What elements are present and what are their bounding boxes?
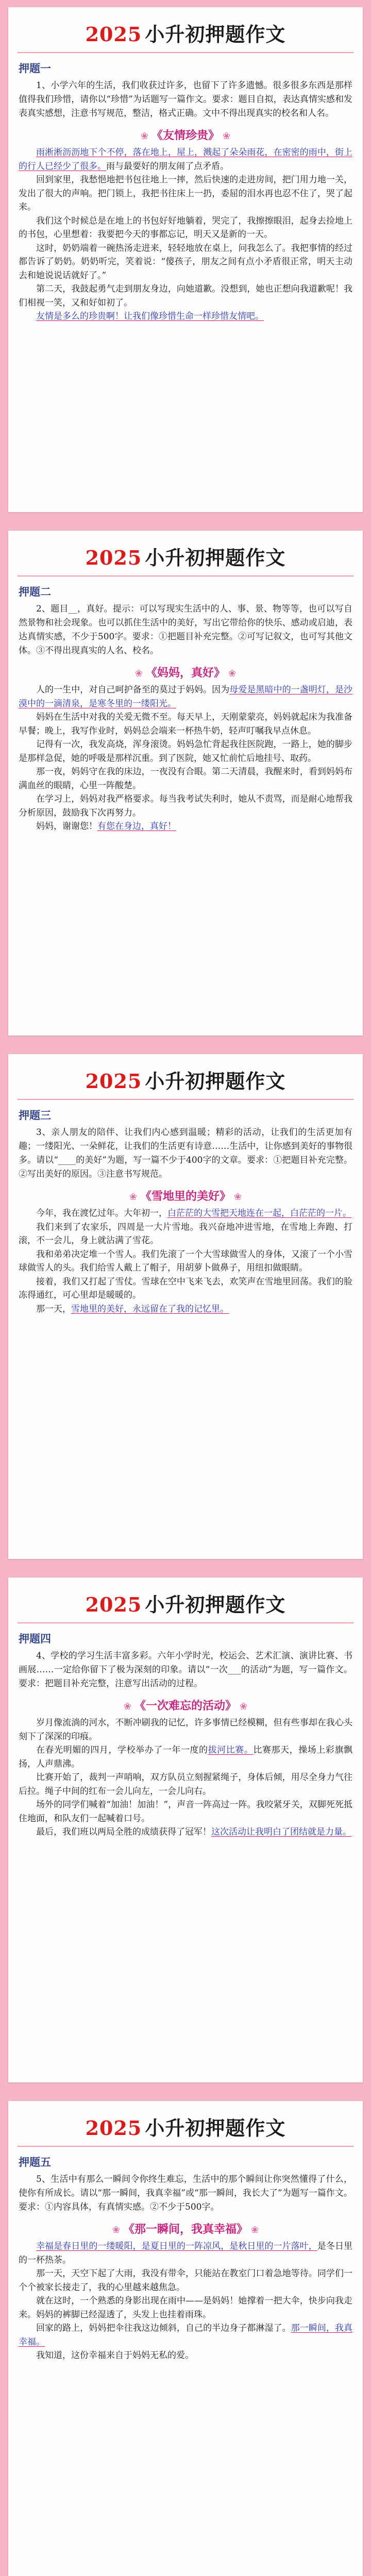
highlighted-text: 白茫茫的大雪把天地连在一起，白茫茫的一片。 bbox=[167, 1208, 351, 1218]
text-run: 这时，奶奶端着一碗热汤走进来，轻轻地放在桌上，问我怎么了。我把事情的经过都告诉了奶奶。奶奶听完，笑着说：“傻孩子，朋友之间有点小矛盾很正常，明天主动去和她说说话就好了。” bbox=[19, 243, 352, 281]
essay-paragraph bbox=[19, 792, 352, 820]
essay-paragraph bbox=[19, 2267, 352, 2294]
essay-paragraph bbox=[19, 310, 352, 324]
essay-paragraph bbox=[19, 1302, 352, 1316]
bottom-fade bbox=[8, 1012, 363, 1036]
title-year: 2025 bbox=[85, 546, 142, 569]
page-card bbox=[8, 1578, 363, 2082]
text-run: 我们这个时候总是在地上的书包好好地躺着，哭完了，我擦擦眼泪，起身去捡地上的书包，心里想着：我要把今天的事都忘记，明天又是新的一天。 bbox=[19, 215, 352, 240]
flower-icon: ❀ bbox=[123, 1701, 131, 1712]
essay-paragraph bbox=[19, 2294, 352, 2321]
text-run: 场外的同学们喊着“加油！加油！”，声音一阵高过一阵。我咬紧牙关，双脚死死抵住地面，和队友们一起喊着口号。 bbox=[19, 1800, 352, 1824]
essay-title bbox=[8, 1697, 363, 1713]
text-run: 记得有一次，我发高烧，浑身滚烫。妈妈急忙背起我往医院跑，一路上，她的脚步是那样急促，她的呼吸是那样沉重。到了医院，她又忙前忙后地挂号、取药。 bbox=[19, 739, 352, 764]
essay-paragraph bbox=[19, 765, 352, 792]
bottom-fade bbox=[8, 488, 363, 512]
text-run: 岁月像流淌的河水，不断冲刷我的记忆，许多事情已经模糊，但有些事却在我心头刻下了深深的印痕。 bbox=[19, 1718, 352, 1742]
essay-paragraph bbox=[19, 2349, 352, 2363]
title-year: 2025 bbox=[85, 1593, 142, 1616]
title-year: 2025 bbox=[85, 23, 142, 46]
essay-paragraph bbox=[19, 738, 352, 765]
highlighted-text: 幸福是春日里的一缕暖阳，是夏日里的一阵凉风，是秋日里的一片落叶， bbox=[36, 2241, 317, 2251]
page-title bbox=[8, 7, 363, 47]
page-title bbox=[8, 1054, 363, 1094]
essay-title-text: 《那一瞬间，我真幸福》 bbox=[123, 2223, 248, 2236]
essay-body bbox=[19, 683, 352, 834]
prompt-text: 3、亲人朋友的陪伴、让我们内心感到温暖；精彩的活动，让我们的生活更加有趣；一缕阳光、一朵鲜花，让我们的生活更有诗意……生活中，让你感到美好的事物很多。请以“____的美好”为题，写一篇不少于400字的文章。要求：①把题目补充完整。②写出美好的原因。③注意书写规范。 bbox=[19, 1127, 352, 1179]
page-title bbox=[8, 1578, 363, 1617]
flower-icon: ❀ bbox=[228, 668, 237, 679]
essay-body bbox=[19, 1207, 352, 1316]
section-label: 押题五 bbox=[19, 2156, 51, 2168]
essay-title bbox=[8, 127, 363, 143]
essay-paragraph bbox=[19, 2240, 352, 2267]
essay-title bbox=[8, 664, 363, 680]
essay-title-text: 《雪地里的美好》 bbox=[140, 1190, 231, 1203]
essay-title-text: 《友情珍贵》 bbox=[151, 129, 220, 142]
text-run: 回家的路上，妈妈把伞往我这边倾斜，自己的半边身子都淋湿了。 bbox=[36, 2323, 291, 2333]
title-text: 小升初押题作文 bbox=[145, 23, 286, 46]
section-label: 押题一 bbox=[19, 62, 51, 75]
text-run: 那一天， bbox=[36, 1303, 71, 1314]
text-run: 比赛开始了，裁判一声哨响，双方队员立刻握紧绳子，身体后倾，用尽全身力气往后拉。绳子中间的红布一会儿向左，一会儿向右。 bbox=[19, 1772, 352, 1797]
text-run: 比赛那天，操场上彩旗飘扬，人声鼎沸。 bbox=[19, 1745, 353, 1769]
essay-body bbox=[19, 1716, 352, 1839]
title-divider bbox=[18, 1622, 353, 1623]
flower-icon: ❀ bbox=[129, 1192, 137, 1202]
highlighted-text: 雪地里的美好，永远留在了我的记忆里。 bbox=[71, 1303, 229, 1314]
highlighted-text: 友情是多么的珍贵啊！让我们像珍惜生命一样珍惜友情吧。 bbox=[36, 311, 264, 321]
essay-paragraph bbox=[19, 2321, 352, 2349]
essay-paragraph bbox=[19, 683, 352, 710]
text-run: 在春光明媚的四月，学校举办了一年一度的 bbox=[36, 1745, 208, 1755]
highlighted-text: 这次活动让我明白了团结就是力量。 bbox=[211, 1827, 351, 1837]
highlighted-text: 拔河比赛。 bbox=[208, 1745, 254, 1755]
title-text: 小升初押题作文 bbox=[145, 1593, 286, 1616]
page-title bbox=[8, 2101, 363, 2141]
text-run: 回到家里，我愁悒地把书包往地上一摔，然后快速的走进房间，把门用力地一关，发出了很大的声响。把门锁上，我把书往床上一扔，委屈的泪水再也忍不住了，哭了起来。 bbox=[19, 175, 352, 212]
section-label: 押题三 bbox=[19, 1109, 51, 1122]
page-card bbox=[8, 7, 363, 512]
text-run: 接着，我们又打起了雪仗。雪球在空中飞来飞去，欢笑声在雪地里回荡。我们的脸冻得通红，可心里却是暖暖的。 bbox=[19, 1276, 352, 1300]
essay-body bbox=[19, 2240, 352, 2363]
text-run: 今年，我在渡忆过年。大年初一， bbox=[36, 1208, 167, 1218]
text-run: 在学习上，妈妈对我严格要求。每当我考试失利时，她从不责骂，而是耐心地帮我分析原因，鼓励我下次再努力。 bbox=[19, 794, 352, 818]
flower-icon: ❀ bbox=[223, 131, 231, 142]
prompt-text: 5、生活中有那么一瞬间令你终生难忘，生活中的那个瞬间让你突然懂得了什么，使你有所成长。请以“那一瞬间，我真幸福”或“那一瞬间，我长大了”为题写一篇作文。要求：①内容具体，有真情实感。②不少于500字。 bbox=[19, 2174, 352, 2212]
essay-paragraph bbox=[19, 1771, 352, 1798]
prompt-text: 4、学校的学习生活丰富多彩。六年小学时光，校运会、艺术汇演、演讲比赛、书画展……一定给你留下了极为深刻的印象。请以“一次___的活动”为题，写一篇作文。要求：把题目补充完整，注意写出活动的过程。 bbox=[19, 1651, 352, 1689]
page-card bbox=[8, 2101, 363, 2576]
flower-icon: ❀ bbox=[234, 1192, 242, 1202]
text-run: 妈妈在生活中对我的关爱无微不至。每天早上，天刚蒙蒙亮，妈妈就起床为我准备早餐；晚上，我写作业时，妈妈总会端来一杯热牛奶，轻声叮嘱我早点休息。 bbox=[19, 712, 352, 736]
text-run: 是冬日里的一杯热茶。 bbox=[19, 2241, 352, 2265]
essay-paragraph bbox=[19, 1716, 352, 1743]
essay-paragraph bbox=[19, 282, 352, 310]
essay-paragraph bbox=[19, 1825, 352, 1839]
text-run: 我们来到了农家乐，四周是一大片雪地。我兴奋地冲进雪地，在雪地上奔跑、打滚，不一会儿，身上就沾满了雪花。 bbox=[19, 1222, 352, 1246]
text-run: 那一夜，妈妈守在我的床边，一夜没有合眼。第二天清晨，我醒来时，看到妈妈布满血丝的眼睛，心里一阵酸楚。 bbox=[19, 767, 352, 791]
text-run: 就在这时，一个熟悉的身影出现在雨中——是妈妈！她撑着一把大伞，快步向我走来。妈妈的裤脚已经湿透了，头发上也挂着雨珠。 bbox=[19, 2296, 352, 2320]
essay-paragraph bbox=[19, 820, 352, 834]
highlighted-text: 母爱是黑暗中的一盏明灯，是沙漠中的一滴清泉，是寒冬里的一缕阳光。 bbox=[19, 685, 353, 709]
bottom-fade bbox=[8, 2059, 363, 2082]
title-text: 小升初押题作文 bbox=[145, 2116, 286, 2140]
essay-paragraph bbox=[19, 1275, 352, 1302]
essay-title-text: 《妈妈，真好》 bbox=[145, 667, 225, 680]
essay-paragraph bbox=[19, 710, 352, 738]
title-divider bbox=[18, 52, 353, 53]
highlighted-text: 雨淅淅沥沥地下个不停，落在地上，屋上，溅起了朵朵雨花，在密密的雨中，街上的行人已经少了很多。 bbox=[19, 147, 352, 172]
title-text: 小升初押题作文 bbox=[145, 1070, 286, 1093]
flower-icon: ❀ bbox=[112, 2225, 120, 2235]
bottom-fade bbox=[8, 1535, 363, 1559]
page-card bbox=[8, 531, 363, 1036]
text-run: 人的一生中，对自己呵护备至的莫过于妈妈。因为 bbox=[36, 685, 230, 695]
title-divider bbox=[18, 1099, 353, 1100]
essay-paragraph bbox=[19, 146, 352, 173]
title-divider bbox=[18, 2146, 353, 2147]
essay-paragraph bbox=[19, 173, 352, 214]
text-run: 妈妈，谢谢您！ bbox=[36, 821, 97, 832]
flower-icon: ❀ bbox=[251, 2225, 259, 2235]
title-text: 小升初押题作文 bbox=[145, 546, 286, 569]
essay-paragraph bbox=[19, 1798, 352, 1825]
essay-paragraph bbox=[19, 1207, 352, 1221]
section-label: 押题二 bbox=[19, 586, 51, 598]
essay-title bbox=[8, 2221, 363, 2236]
essay-paragraph bbox=[19, 1221, 352, 1248]
essay-paragraph bbox=[19, 242, 352, 283]
text-run: 我知道，这份幸福来自于妈妈无私的爱。 bbox=[36, 2350, 194, 2361]
text-run: 我和弟弟决定堆一个雪人。我们先滚了一个大雪球做雪人的身体，又滚了一个小雪球做雪人的头。我们给雪人戴上了帽子，用胡萝卜做鼻子，用纽扣做眼睛。 bbox=[19, 1249, 352, 1273]
prompt-text: 2、题目__，真好。提示：可以写现实生活中的人、事、景、物等等，也可以写自然景物和社会现象。也可以抓住生活中的美好，写出它带给你的快乐、感动或启迪，表达真情实感，不少于500字。要求：①把题目补充完整。②可写记叙文，也可写其他文体。③不得出现真实的人名、校名。 bbox=[19, 604, 352, 656]
text-run: 第二天，我鼓起勇气走到朋友身边，向她道歉。没想到，她也正想向我道歉呢！我们相视一笑，又和好如初了。 bbox=[19, 284, 352, 308]
essay-body bbox=[19, 146, 352, 324]
page-card bbox=[8, 1054, 363, 1559]
essay-paragraph bbox=[19, 1743, 352, 1771]
highlighted-text: 有您在身边，真好！ bbox=[97, 821, 176, 832]
essay-paragraph bbox=[19, 214, 352, 242]
essay-title bbox=[8, 1188, 363, 1204]
essay-paragraph bbox=[19, 1248, 352, 1275]
text-run: 那一天，天空下起了大雨，我没有带伞，只能站在教室门口着急地等待。同学们一个个被家长接走了，我的心里越来越焦急。 bbox=[19, 2268, 352, 2293]
text-run: 雨与最要好的朋友闹了点矛盾。 bbox=[106, 161, 229, 172]
section-label: 押题四 bbox=[19, 1633, 51, 1645]
title-year: 2025 bbox=[85, 1070, 142, 1093]
flower-icon: ❀ bbox=[240, 1701, 248, 1712]
essay-title-text: 《一次难忘的活动》 bbox=[134, 1700, 237, 1713]
title-divider bbox=[18, 575, 353, 577]
page-title bbox=[8, 531, 363, 570]
flower-icon: ❀ bbox=[134, 668, 143, 679]
highlighted-text: 那一瞬间，我真幸福。 bbox=[19, 2323, 352, 2347]
text-run: 最后，我们班以两局全胜的成绩获得了冠军！ bbox=[36, 1827, 211, 1837]
title-year: 2025 bbox=[85, 2116, 142, 2140]
flower-icon: ❀ bbox=[140, 131, 148, 142]
prompt-text: 1、小学六年的生活，我们收获过许多，也留下了许多遗憾。很多很多东西是那样值得我们珍惜，请你以“珍惜”为话题写一篇作文。要求：题目自拟，表达真情实感和发表真实感想，注意书写规范，整洁，格式正确。文中不得出现真实的校名和人名。 bbox=[19, 80, 352, 118]
